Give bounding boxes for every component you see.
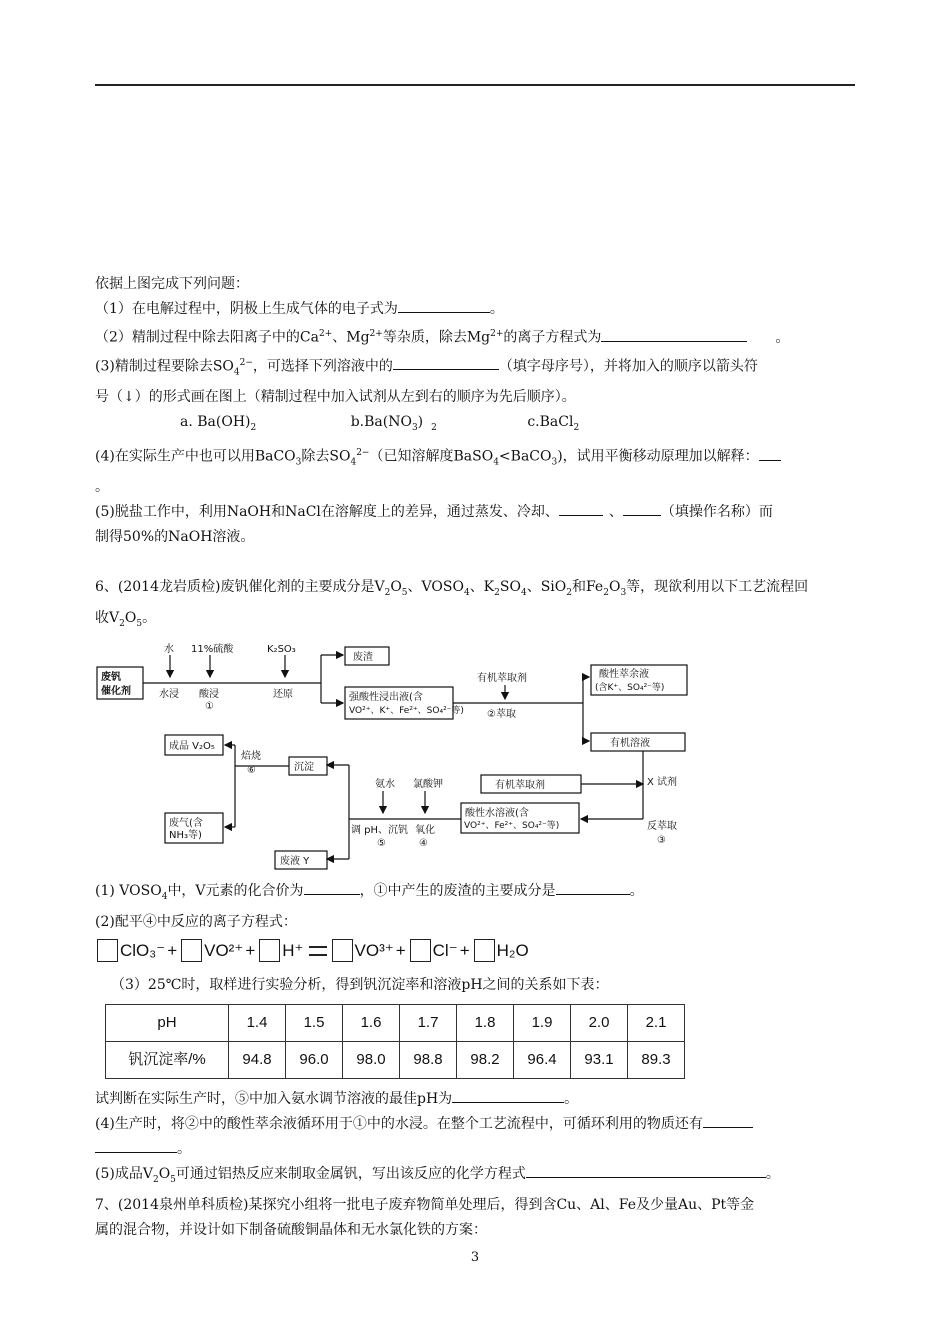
p6-line2-sub: 2: [119, 618, 125, 629]
label-step-1: ①: [205, 700, 214, 712]
p6q5-text-b: O: [158, 1165, 171, 1182]
p6q1-end: 。: [629, 882, 644, 899]
p6-sub: 2: [603, 588, 609, 599]
label-adjust: 调 pH、沉钒: [351, 824, 409, 836]
option-c: [527, 410, 579, 441]
table-cell: 98.0: [343, 1041, 400, 1078]
p6-text-e: SO: [499, 579, 521, 596]
problem-6-line2: [95, 606, 857, 637]
label-roast: 焙烧: [241, 750, 261, 762]
option-a-text: a. Ba(OH): [180, 414, 251, 431]
label-x-reagent: X 试剂: [647, 776, 678, 788]
p6-question-4-line2: [95, 1137, 857, 1162]
p6-question-3: （3）25℃时，取样进行实验分析，得到钒沉淀率和溶液pH之间的关系如下表：: [111, 976, 609, 993]
option-b-sub1: 3: [411, 422, 418, 433]
option-b-text: b.Ba(NO: [350, 414, 412, 431]
answer-blank: [526, 1163, 766, 1178]
q4-sub-b: 4: [350, 457, 357, 468]
label-step-6: ⑥: [247, 764, 256, 776]
coefficient-box[interactable]: [259, 939, 280, 962]
eq-plus: +: [459, 941, 470, 961]
label-water-leach: 水浸: [159, 688, 179, 700]
problem-7: 7、(2014泉州单科质检)某探究小组将一批电子废弃物简单处理后，得到含Cu、Al、Fe及少量Au、Pt等金: [95, 1196, 755, 1213]
table-cell: 1.7: [400, 1004, 457, 1041]
answer-blank: [601, 327, 747, 342]
label-extract: ②萃取: [487, 708, 516, 720]
answer-blank: [623, 501, 661, 516]
question-5: [95, 500, 857, 525]
q4-sub-a: 3: [295, 457, 302, 468]
table-cell: 96.0: [286, 1041, 343, 1078]
table-cell: 98.8: [400, 1041, 457, 1078]
table-cell: pH: [106, 1004, 229, 1041]
question-3-options: [95, 410, 857, 441]
q3-text-c: （填字母序号），并将加入的顺序以箭头符: [498, 358, 758, 375]
question-3: [95, 351, 857, 385]
p6q4-text: (4)生产时，将②中的酸性萃余液循环用于①中的水浸。在整个工艺流程中，可循环利用的物质还有: [95, 1115, 703, 1132]
q2-text-a: （2）精制过程中除去阳离子中的Ca: [95, 329, 319, 346]
label-aq-1: 酸性水溶液(含: [465, 807, 529, 819]
label-gas-1: 废气(含: [169, 817, 203, 829]
coefficient-box[interactable]: [181, 939, 202, 962]
question-4: [95, 441, 857, 475]
table-cell: 89.3: [628, 1041, 685, 1078]
p6-sub: 4: [520, 588, 527, 599]
label-waste-y: 废液 Y: [280, 855, 310, 867]
p6q4-end: 。: [177, 1140, 191, 1157]
q4-sup-b: 2−: [356, 447, 370, 458]
q2-text-b: 、Mg: [332, 329, 370, 346]
answer-blank: [703, 1113, 753, 1128]
q2-text-d: 的离子方程式为: [503, 329, 602, 346]
label-reduce: 还原: [273, 688, 293, 700]
q3-text-a: (3)精制过程要除去SO: [95, 358, 234, 375]
p6q1-sub: 4: [161, 891, 168, 902]
table-cell: 96.4: [514, 1041, 571, 1078]
label-raw-2: 催化剂: [101, 685, 131, 697]
label-precip: 沉淀: [294, 761, 314, 773]
answer-blank: [759, 446, 781, 461]
p6-sub: 2: [384, 588, 391, 599]
question-4-line2: 。: [95, 479, 109, 496]
option-b-close: ): [417, 414, 424, 431]
table-cell: 1.4: [229, 1004, 286, 1041]
q4-text-d: <BaCO: [498, 448, 552, 465]
p6-question-3b: [95, 1087, 857, 1112]
page-content: [95, 272, 857, 1243]
q4-text-e: )，试用平衡移动原理加以解释：: [557, 448, 759, 465]
option-a: [180, 410, 256, 441]
q3-sup: 2−: [239, 357, 253, 368]
p6q5-text-a: (5)成品V: [95, 1165, 153, 1182]
coefficient-box[interactable]: [410, 939, 431, 962]
answer-blank: [559, 501, 603, 516]
p6-line2-c: 。: [142, 610, 157, 627]
label-org-ext: 有机萃取剂: [477, 672, 527, 684]
eq-vo3: VO³⁺: [354, 941, 394, 961]
eq-vo2: VO²⁺: [204, 941, 244, 961]
q4-text-b: 除去SO: [301, 448, 351, 465]
table-row: [106, 1004, 685, 1041]
option-a-sub: 2: [250, 422, 257, 433]
spacer: [95, 550, 857, 575]
eq-plus: +: [395, 941, 406, 961]
p6-line2-b: O: [124, 610, 137, 627]
p6-text-d: 、K: [469, 579, 495, 596]
q3-sub: 4: [233, 367, 240, 378]
p6q5-sub: 2: [152, 1174, 159, 1185]
table-cell: 1.5: [286, 1004, 343, 1041]
q2-text-c: 等杂质，除去Mg: [382, 329, 491, 346]
ph-precipitation-table: [105, 1004, 685, 1079]
q5-text-a: (5)脱盐工作中，利用NaOH和NaCl在溶解度上的差异，通过蒸发、冷却、: [95, 504, 559, 521]
label-back-ext: 反萃取: [647, 820, 677, 832]
eq-clo3: ClO₃⁻: [120, 941, 166, 961]
problem-6: [95, 575, 857, 606]
table-row: [106, 1041, 685, 1078]
label-org-ext2: 有机萃取剂: [495, 779, 545, 791]
answer-blank: [304, 880, 360, 895]
equals-sign: [309, 946, 327, 956]
header-rule: [95, 84, 855, 86]
label-acid: 11%硫酸: [191, 643, 234, 655]
q5-text-c: （填操作名称）而: [660, 504, 773, 521]
q4-text-a: (4)在实际生产中也可以用BaCO: [95, 448, 296, 465]
label-org-sol: 有机溶液: [610, 737, 650, 749]
coefficient-box[interactable]: [332, 939, 353, 962]
eq-h2o: H₂O: [496, 941, 529, 961]
p6-question-1: [95, 879, 857, 910]
p6-text-g: 和Fe: [571, 579, 604, 596]
q1-text: （1）在电解过程中，阴极上生成气体的电子式为: [95, 301, 398, 317]
p6-text-i: 等，现欲利用以下工艺流程回: [626, 579, 809, 596]
table-cell: 1.6: [343, 1004, 400, 1041]
p6-question-2: (2)配平④中反应的离子方程式：: [95, 913, 297, 930]
p6q5-end: 。: [765, 1165, 780, 1182]
question-1: [95, 297, 857, 322]
answer-blank: [556, 880, 630, 895]
q2-end: 。: [775, 329, 790, 346]
p6-sub: 2: [494, 588, 500, 599]
label-raw-1: 废钒: [101, 671, 121, 683]
label-kclo3: 氯酸钾: [413, 778, 443, 790]
p6-line2-sub: 5: [136, 618, 143, 629]
p6-text-h: O: [608, 579, 621, 596]
q1-end: 。: [489, 301, 504, 317]
option-c-text: c.BaCl: [527, 414, 574, 431]
p6-line2-a: 收V: [95, 610, 120, 627]
table-cell: 98.2: [457, 1041, 514, 1078]
p6q1-text-b: 中，V元素的化合价为: [167, 882, 304, 899]
label-raffinate-2: (含K⁺、SO₄²⁻等): [595, 682, 665, 693]
page-number: 3: [470, 1250, 480, 1265]
p6-question-5: [95, 1162, 857, 1193]
q4-sub-c: 4: [493, 457, 499, 468]
answer-blank: [95, 1138, 177, 1153]
label-water: 水: [164, 643, 174, 655]
p6q1-text-a: (1) VOSO: [95, 882, 162, 899]
label-gas-2: NH₃等): [169, 829, 202, 841]
eq-plus: +: [167, 941, 178, 961]
label-step-3: ③: [657, 834, 666, 846]
p6q5-text-c: 可通过铝热反应来制取金属钒，写出该反应的化学方程式: [175, 1165, 526, 1182]
p6-sub: 3: [620, 588, 627, 599]
coefficient-box[interactable]: [474, 939, 495, 962]
eq-h: H⁺: [282, 941, 304, 961]
p6q3b-end: 。: [564, 1090, 579, 1107]
table-cell: 2.1: [628, 1004, 685, 1041]
question-5-line2: 制得50%的NaOH溶液。: [95, 529, 255, 546]
eq-plus: +: [245, 941, 256, 961]
p6q5-sub: 5: [170, 1174, 176, 1185]
eq-cl: Cl⁻: [432, 941, 458, 961]
p6-sub: 2: [566, 588, 572, 599]
p6-text-b: O: [390, 579, 402, 596]
question-3-line2: 号（↓）的形式画在图上（精制过程中加入试剂从左到右的顺序为先后顺序）。: [95, 389, 576, 406]
answer-blank: [452, 1088, 564, 1103]
table-cell: 2.0: [571, 1004, 628, 1041]
ion-equation: [95, 937, 857, 965]
label-step-4: ④: [419, 837, 428, 849]
p6-question-4: [95, 1112, 857, 1137]
q2-sup-b: 2+: [369, 329, 383, 339]
table-cell: 94.8: [229, 1041, 286, 1078]
answer-blank: [398, 298, 490, 313]
label-k2so3: K₂SO₃: [267, 643, 296, 655]
coefficient-box[interactable]: [97, 939, 118, 962]
problem-7-line2: 属的混合物，并设计如下制备硫酸铜晶体和无水氯化铁的方案：: [95, 1221, 487, 1238]
table-cell: 钒沉淀率/%: [106, 1041, 229, 1078]
answer-blank: [393, 355, 499, 370]
q5-text-b: 、: [608, 504, 623, 521]
p6-sub: 5: [401, 588, 408, 599]
p6-text-f: 、SiO: [526, 579, 567, 596]
label-step-5: ⑤: [377, 837, 386, 849]
p6-text-a: 6、(2014龙岩质检)废钒催化剂的主要成分是V: [95, 579, 385, 596]
q4-text-c: （已知溶解度BaSO: [369, 448, 494, 465]
label-nh3: 氨水: [375, 778, 395, 790]
label-aq-2: VO²⁺、Fe²⁺、SO₄²⁻等): [464, 820, 560, 831]
label-acid-leach: 酸浸: [199, 688, 219, 700]
p6-text-c: 、VOSO: [407, 579, 464, 596]
process-flow-diagram: [95, 641, 715, 873]
option-b-sub2: 2: [431, 422, 437, 433]
label-waste-residue: 废渣: [353, 651, 373, 663]
p6-sub: 4: [463, 588, 470, 599]
intro-text: 依据上图完成下列问题：: [95, 276, 249, 292]
table-cell: 93.1: [571, 1041, 628, 1078]
q2-sup-a: 2+: [318, 329, 333, 339]
table-cell: 1.9: [514, 1004, 571, 1041]
question-2: [95, 322, 857, 351]
label-leach-2: VO²⁺、K⁺、Fe²⁺、SO₄²⁻等): [349, 705, 464, 716]
q2-sup-c: 2+: [490, 329, 504, 339]
option-c-sub: 2: [573, 422, 580, 433]
table-cell: 1.8: [457, 1004, 514, 1041]
p6q1-text-c: ，①中产生的废渣的主要成分是: [359, 882, 556, 899]
p6q3b-text: 试判断在实际生产时，⑤中加入氨水调节溶液的最佳pH为: [95, 1090, 453, 1107]
label-oxid: 氧化: [415, 824, 435, 836]
option-b: [351, 410, 437, 441]
label-raffinate-1: 酸性萃余液: [599, 668, 649, 680]
label-product: 成品 V₂O₅: [169, 740, 215, 752]
q3-text-b: ，可选择下列溶液中的: [252, 358, 393, 375]
label-leach-1: 强酸性浸出液(含: [349, 691, 423, 703]
q4-sub-d: 3: [551, 457, 558, 468]
